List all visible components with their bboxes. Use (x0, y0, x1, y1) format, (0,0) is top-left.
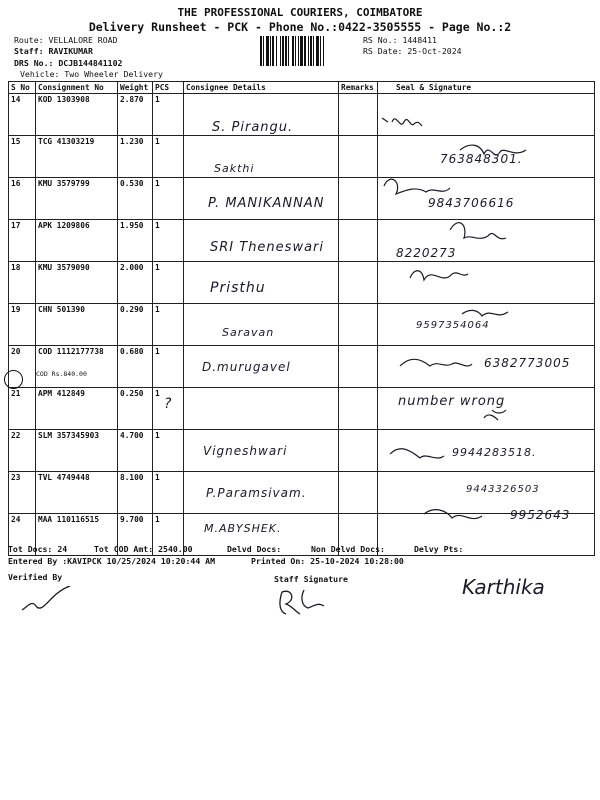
col-header-signature: Seal & Signature (378, 82, 595, 94)
consignee-sign: P. MANIKANNAN (208, 196, 325, 211)
cell-pcs-value: 1 (155, 389, 160, 398)
cell-pcs (153, 472, 184, 514)
cell-weight-value: 0.680 (120, 347, 144, 356)
cell-consignment-value: KMU 3579799 (38, 179, 90, 188)
cell-sno (9, 388, 36, 430)
cell-consignment (36, 346, 118, 388)
cell-remarks (339, 178, 378, 220)
cell-weight (118, 220, 153, 262)
rs-no-value: 1448411 (402, 35, 437, 45)
cell-sno (9, 472, 36, 514)
verified-signature: Karthika (462, 575, 545, 599)
cell-weight-value: 2.870 (120, 95, 144, 104)
cell-weight (118, 94, 153, 136)
cell-sno (9, 304, 36, 346)
cell-sno (9, 136, 36, 178)
cell-sno (9, 178, 36, 220)
barcode-bar (272, 36, 274, 66)
barcode-bar (310, 36, 312, 66)
cell-pcs (153, 304, 184, 346)
rs-date-value: 25-Oct-2024 (407, 46, 462, 56)
consignee-sign: Vigneshwari (203, 444, 288, 458)
cell-consignment-value: SLM 357345903 (38, 431, 100, 440)
entered-by-label: Entered By : (8, 556, 68, 566)
cell-pcs (153, 220, 184, 262)
cell-sno (9, 262, 36, 304)
cell-sno-value: 16 (11, 179, 21, 188)
cell-sno-value: 21 (11, 389, 21, 398)
cell-weight (118, 136, 153, 178)
row-21-note: number wrong (398, 394, 506, 409)
col-header-consignee: Consignee Details (184, 82, 339, 94)
cell-remarks (339, 220, 378, 262)
cell-pcs (153, 94, 184, 136)
cell-sno-value: 17 (11, 221, 21, 230)
cell-consignment-value: APM 412849 (38, 389, 85, 398)
cell-weight-value: 8.100 (120, 473, 144, 482)
company-title: THE PROFESSIONAL COURIERS, COIMBATORE (177, 6, 423, 19)
col-header-remarks: Remarks (339, 82, 378, 94)
cell-weight (118, 304, 153, 346)
cell-weight (118, 262, 153, 304)
rs-date-label: RS Date: (363, 46, 403, 56)
col-header-weight: Weight (118, 82, 153, 94)
phone-number: 763848301. (440, 152, 523, 166)
cell-weight-value: 1.950 (120, 221, 144, 230)
cell-pcs-value: 1 (155, 137, 160, 146)
barcode-bar (260, 36, 262, 66)
cell-consignment-value: TVL 4749448 (38, 473, 90, 482)
col-header-sno: S No (9, 82, 36, 94)
cell-consignment-value: KOD 1303908 (38, 95, 90, 104)
barcode-bar (295, 36, 296, 66)
phone-number: 8220273 (396, 246, 457, 260)
cell-remarks (339, 388, 378, 430)
consignee-sign: D.murugavel (202, 360, 291, 374)
total-cod-label: Tot COD Amt: (94, 544, 154, 554)
entered-by-value: KAVIPCK 10/25/2024 10:20:44 AM (67, 556, 216, 566)
rs-no-label: RS No.: (363, 35, 398, 45)
barcode-bar (280, 36, 281, 66)
cell-consignment-value: CHN 501390 (38, 305, 85, 314)
barcode-bar (304, 36, 306, 66)
cell-weight-value: 2.000 (120, 263, 144, 272)
cell-remarks (339, 136, 378, 178)
cell-remarks (339, 430, 378, 472)
cell-weight (118, 346, 153, 388)
cell-pcs (153, 346, 184, 388)
consignee-sign: S. Pirangu. (212, 120, 294, 135)
cell-consignment (36, 178, 118, 220)
col-header-consignment: Consignment No (36, 82, 118, 94)
cell-pcs (153, 430, 184, 472)
staff-signature-label: Staff Signature (274, 574, 348, 584)
non-delivered-docs-label: Non Delvd Docs: (311, 544, 385, 554)
cell-consignment (36, 94, 118, 136)
cell-remarks (339, 94, 378, 136)
printed-on-label: Printed On: (251, 556, 306, 566)
barcode-bar (285, 36, 287, 66)
barcode (260, 36, 358, 66)
cell-remarks (339, 472, 378, 514)
cell-consignment (36, 388, 118, 430)
cell-weight (118, 430, 153, 472)
cell-sno-value: 15 (11, 137, 21, 146)
vehicle-line (20, 69, 163, 79)
cell-pcs-value: 1 (155, 221, 160, 230)
cell-pcs-value: 1 (155, 179, 160, 188)
vehicle-value: Two Wheeler Delivery (64, 69, 163, 79)
staff-line (14, 46, 93, 56)
cell-consignment-value: MAA 110116515 (38, 515, 100, 524)
cell-weight (118, 178, 153, 220)
phone-number: 6382773005 (484, 356, 571, 370)
verified-by-label: Verified By (8, 572, 63, 582)
barcode-bar (308, 36, 309, 66)
phone-number: 9443326503 (466, 484, 540, 495)
cell-pcs-value: 1 (155, 347, 160, 356)
cell-pcs-value: 1 (155, 305, 160, 314)
barcode-bar (323, 36, 324, 66)
barcode-bar (263, 36, 264, 66)
row-21-circle-mark (4, 370, 23, 389)
cell-pcs-value: 1 (155, 473, 160, 482)
cell-sno-value: 19 (11, 305, 21, 314)
barcode-bar (288, 36, 289, 66)
cell-weight-value: 0.290 (120, 305, 144, 314)
cell-sno-value: 22 (11, 431, 21, 440)
cod-amount: COD Rs.840.00 (36, 370, 87, 378)
barcode-bar (276, 36, 277, 66)
runsheet-subtitle: Delivery Runsheet - PCK - Phone No.:0422-3505555 - Page No.:2 (88, 20, 512, 34)
cell-sno-value: 20 (11, 347, 21, 356)
cell-consignment (36, 304, 118, 346)
barcode-bar (282, 36, 284, 66)
cell-pcs (153, 136, 184, 178)
rs-date-line (363, 46, 462, 56)
cell-consignment (36, 430, 118, 472)
cell-remarks (339, 262, 378, 304)
cell-weight (118, 472, 153, 514)
cell-remarks (339, 346, 378, 388)
consignee-sign: Sakthi (214, 162, 255, 175)
cell-consignee (184, 304, 339, 346)
entered-by (8, 556, 215, 566)
barcode-bar (316, 36, 319, 66)
staff-label: Staff: (14, 46, 44, 56)
signature-scribbles (380, 110, 590, 540)
vehicle-label: Vehicle: (20, 69, 60, 79)
barcode-bar (320, 36, 321, 66)
barcode-bar (266, 36, 269, 66)
table-header-row (9, 82, 595, 94)
cell-consignment-value: COD 1112177738 (38, 347, 104, 356)
cell-weight-value: 0.250 (120, 389, 144, 398)
cell-pcs (153, 178, 184, 220)
total-cod-value: 2540.00 (158, 544, 193, 554)
cell-consignment (36, 262, 118, 304)
delivery-points-label: Delvy Pts: (414, 544, 464, 554)
total-docs-label: Tot Docs: (8, 544, 53, 554)
cell-weight-value: 0.530 (120, 179, 144, 188)
cell-sno-value: 14 (11, 95, 21, 104)
cell-weight-value: 4.700 (120, 431, 144, 440)
consignee-sign: M.ABYSHEK. (204, 522, 282, 535)
cell-sno (9, 94, 36, 136)
cell-weight (118, 388, 153, 430)
consignee-sign: ? (164, 396, 173, 412)
staff-signature-mark (274, 586, 334, 620)
cell-pcs (153, 262, 184, 304)
cell-consignment-value: TCG 41303219 (38, 137, 95, 146)
barcode-bar (292, 36, 294, 66)
cell-pcs-value: 1 (155, 515, 160, 524)
barcode-bar (313, 36, 314, 66)
cell-consignment (36, 136, 118, 178)
cell-sno (9, 430, 36, 472)
route-label: Route: (14, 35, 44, 45)
drs-line (14, 58, 122, 68)
printed-on-value: 25-10-2024 10:28:00 (310, 556, 404, 566)
phone-number: 9597354064 (416, 320, 490, 331)
cell-sno-value: 24 (11, 515, 21, 524)
total-docs (8, 544, 67, 554)
cell-sno-value: 23 (11, 473, 21, 482)
cell-sno-value: 18 (11, 263, 21, 272)
cell-consignee (184, 136, 339, 178)
total-docs-value: 24 (57, 544, 68, 554)
phone-number: 9944283518. (452, 446, 537, 459)
printed-on (251, 556, 404, 566)
cell-weight-value: 9.700 (120, 515, 144, 524)
cell-consignment-value: KMU 3579090 (38, 263, 90, 272)
consignee-sign: Saravan (222, 326, 275, 339)
cell-consignment (36, 472, 118, 514)
cell-remarks (339, 304, 378, 346)
rs-no-line (363, 35, 437, 45)
col-header-pcs: PCS (153, 82, 184, 94)
total-cod (94, 544, 193, 554)
consignee-sign: P.Paramsivam. (206, 486, 307, 500)
barcode-bar (300, 36, 303, 66)
cell-weight-value: 1.230 (120, 137, 144, 146)
barcode-bar (270, 36, 271, 66)
verified-by-signature (18, 586, 78, 616)
cell-pcs-value: 1 (155, 431, 160, 440)
cell-consignment-value: APK 1209806 (38, 221, 90, 230)
phone-number: 9843706616 (428, 196, 515, 210)
route-line (14, 35, 118, 45)
barcode-bar (298, 36, 299, 66)
cell-consignee (184, 388, 339, 430)
drs-label: DRS No.: (14, 58, 54, 68)
consignee-sign: Pristhu (210, 280, 266, 296)
drs-value: DCJB144841102 (58, 58, 123, 68)
route-value: VELLALORE ROAD (48, 35, 118, 45)
delivered-docs-label: Delvd Docs: (227, 544, 282, 554)
phone-number: 9952643 (510, 508, 571, 522)
staff-value: RAVIKUMAR (48, 46, 93, 56)
cell-sno (9, 220, 36, 262)
cell-consignment (36, 220, 118, 262)
cell-pcs-value: 1 (155, 95, 160, 104)
cell-pcs-value: 1 (155, 263, 160, 272)
consignee-sign: SRI Theneswari (210, 240, 324, 255)
